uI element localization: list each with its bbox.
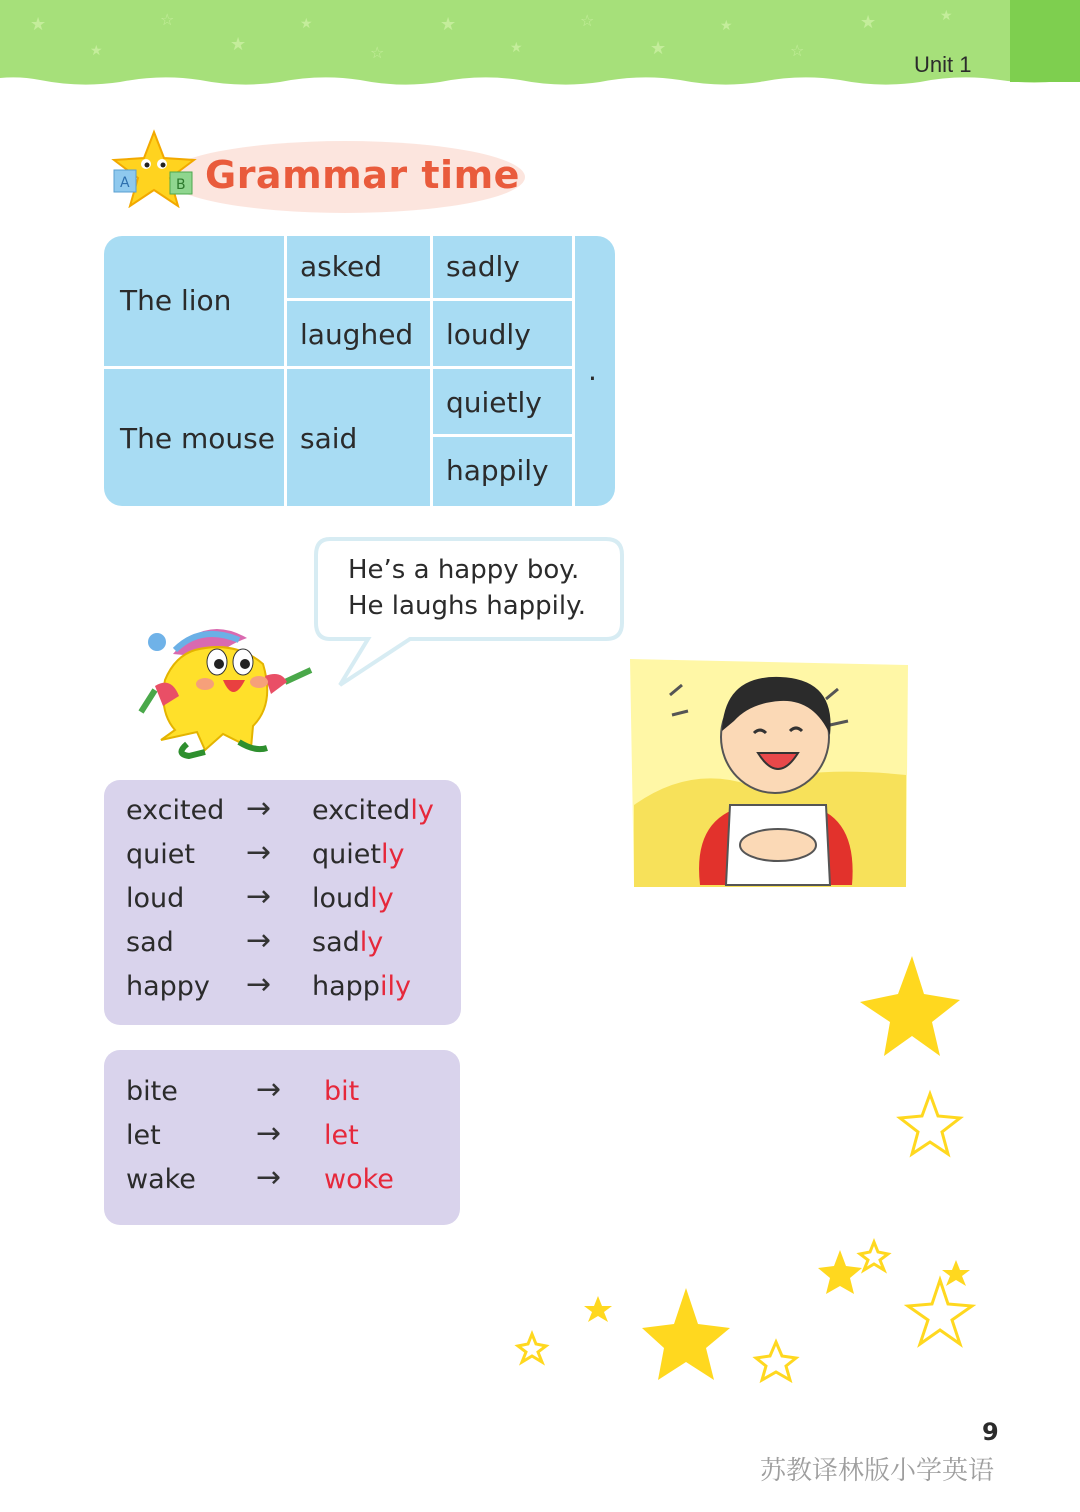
star-mascot-icon <box>108 128 200 208</box>
svg-text:★: ★ <box>440 14 457 35</box>
adverb-suffix: ly <box>380 839 405 870</box>
adverb-base-word: quiet <box>126 839 195 870</box>
arrow-icon: → <box>256 1116 282 1151</box>
adverb-result-word <box>312 883 394 914</box>
grammar-table <box>104 236 615 506</box>
unit-label: Unit 1 <box>914 52 972 77</box>
verb-asked: asked <box>300 250 382 283</box>
section-title: Grammar time <box>205 153 520 197</box>
adverb-stem: sad <box>312 927 360 958</box>
adverb-stem: excited <box>312 795 411 826</box>
adverb-loudly: loudly <box>446 318 531 351</box>
verb-laughed: laughed <box>300 318 414 351</box>
svg-text:★: ★ <box>860 12 877 33</box>
svg-text:★: ★ <box>510 40 523 56</box>
arrow-icon: → <box>246 791 272 826</box>
arrow-icon: → <box>256 1072 282 1107</box>
svg-text:★: ★ <box>940 8 953 24</box>
verb-past-word: bit <box>324 1076 360 1107</box>
adverb-suffix: ly <box>370 883 394 914</box>
arrow-icon: → <box>246 835 272 870</box>
small-star-icon <box>584 1296 612 1322</box>
adverb-suffix: ily <box>379 971 411 1002</box>
adverb-base-word: happy <box>126 971 210 1002</box>
svg-text:★: ★ <box>230 34 247 55</box>
header-band <box>0 0 1080 95</box>
subject-the-lion: The lion <box>120 284 232 317</box>
outline-star-icon <box>908 1280 972 1344</box>
bubble-line-1: He’s a happy boy. <box>348 555 580 585</box>
verb-base-word: bite <box>126 1076 178 1107</box>
svg-text:☆: ☆ <box>790 41 805 60</box>
adverb-suffix: ly <box>359 927 384 958</box>
large-star-icon <box>860 956 960 1056</box>
outline-star-icon <box>518 1334 546 1362</box>
svg-text:☆: ☆ <box>160 10 175 29</box>
svg-text:☆: ☆ <box>580 11 595 30</box>
adverb-result-word <box>312 795 434 826</box>
arrow-icon: → <box>246 923 272 958</box>
page-number: 9 <box>982 1418 999 1446</box>
adverb-suffix: ly <box>410 795 434 826</box>
verb-base-word: let <box>126 1120 161 1151</box>
watermark-text: 苏教译林版小学英语 <box>760 1456 995 1486</box>
verb-base-word: wake <box>126 1164 196 1195</box>
outline-star-icon <box>860 1242 888 1270</box>
adverb-result-word <box>312 927 383 958</box>
bubble-line-2: He laughs happily. <box>348 591 587 621</box>
small-star-icon <box>818 1250 862 1294</box>
adverb-sadly: sadly <box>446 250 520 283</box>
arrow-icon: → <box>246 967 272 1002</box>
adverb-base-word: excited <box>126 795 225 826</box>
adverb-stem: quiet <box>312 839 381 870</box>
adverb-stem: happ <box>312 971 380 1002</box>
svg-text:★: ★ <box>650 38 667 59</box>
svg-text:★: ★ <box>30 14 47 35</box>
arrow-icon: → <box>256 1160 282 1195</box>
subject-the-mouse: The mouse <box>120 422 275 455</box>
small-star-icon <box>942 1260 970 1286</box>
adverb-result-word <box>312 971 411 1002</box>
adverb-base-word: loud <box>126 883 185 914</box>
adverb-stem: loud <box>312 883 371 914</box>
outline-star-icon <box>756 1342 796 1380</box>
laughing-boy-illustration <box>630 655 910 900</box>
svg-text:A: A <box>120 175 130 191</box>
svg-text:★: ★ <box>300 16 313 32</box>
mascot-character-icon <box>135 620 320 770</box>
svg-text:☆: ☆ <box>370 43 385 62</box>
adverb-happily: happily <box>446 454 549 487</box>
outline-star-icon <box>900 1094 960 1154</box>
svg-text:★: ★ <box>720 18 733 34</box>
decorative-stars <box>500 950 980 1390</box>
adverb-result-word <box>312 839 404 870</box>
adverb-quietly: quietly <box>446 386 542 419</box>
svg-text:B: B <box>176 177 186 193</box>
adverb-base-word: sad <box>126 927 174 958</box>
end-mark: . <box>588 354 597 387</box>
svg-text:★: ★ <box>90 43 103 59</box>
verb-said: said <box>300 422 358 455</box>
verb-past-word: let <box>324 1120 359 1151</box>
verb-past-word: woke <box>324 1164 394 1195</box>
arrow-icon: → <box>246 879 272 914</box>
large-star-icon <box>642 1288 730 1380</box>
